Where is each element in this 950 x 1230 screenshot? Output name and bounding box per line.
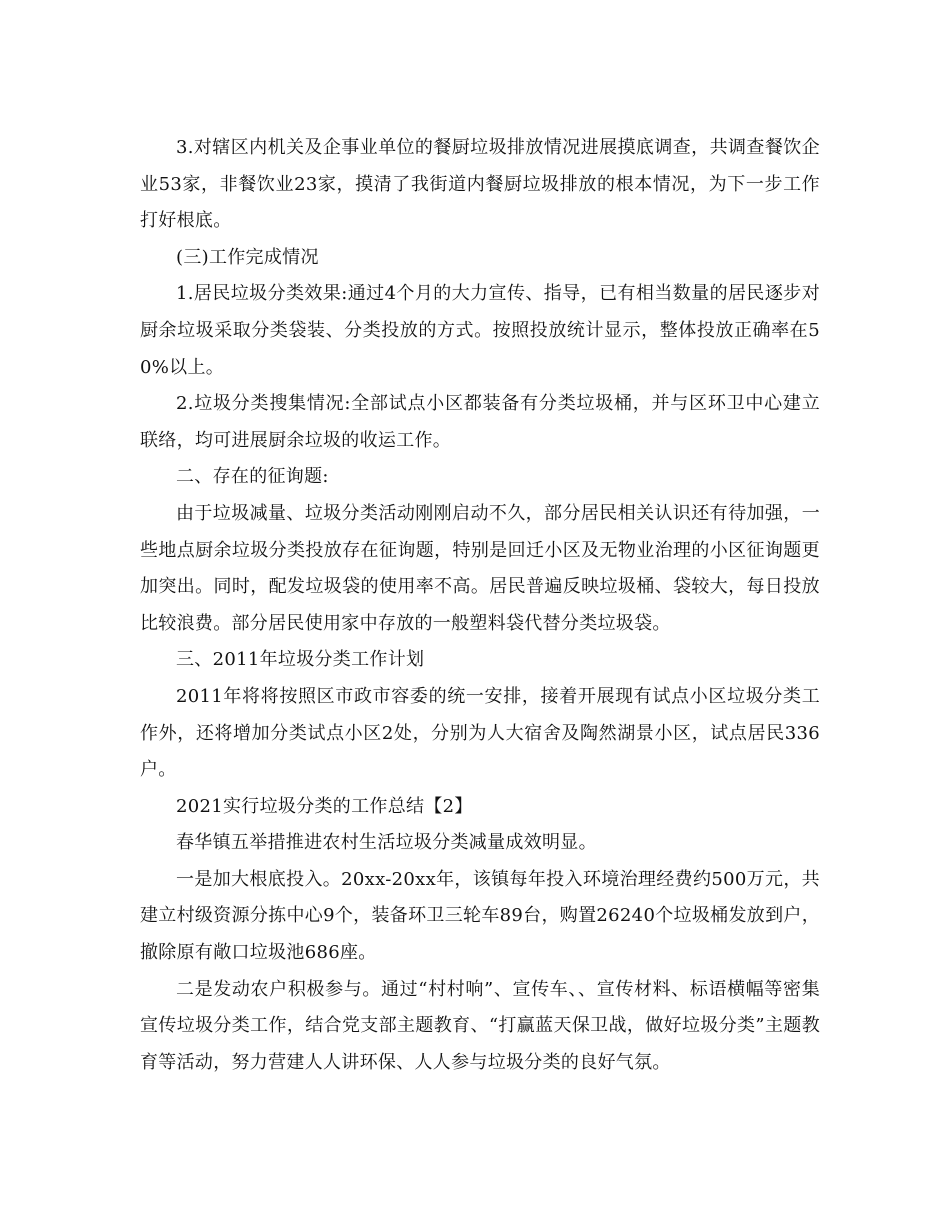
heading-2011-plan: 三、2011年垃圾分类工作计划 [176, 649, 425, 671]
paragraph-survey: 3.对辖区内机关及企事业单位的餐厨垃圾排放情况进展摸底调查，共调查餐饮企业53家，非餐饮业23家，摸清了我街道内餐厨垃圾排放的根本情况，为下一步工作打好根底。 [140, 137, 820, 232]
paragraph-2011-plan: 2011年将将按照区市政市容委的统一安排，接着开展现有试点小区垃圾分类工作外，还将增加分类试点小区2处，分别为人大宿舍及陶然湖景小区，试点居民336户。 [140, 685, 820, 781]
heading-work-completion: (三)工作完成情况 [176, 246, 319, 268]
paragraph-problems: 由于垃圾减量、垃圾分类活动刚刚启动不久，部分居民相关认识还有待加强，一些地点厨余垃圾分类投放存在征询题，特别是回迁小区及无物业治理的小区征询题更加突出。同时，配发垃圾袋的使用率不高。居民普遍反映垃圾桶、袋较大，每日投放比较浪费。部分居民使用家中存放的一般塑料袋代替分类垃圾袋。 [140, 502, 820, 634]
paragraph-participation: 二是发动农户积极参与。通过“村村响”、宣传车、、宣传材料、标语横幅等密集宣传垃圾分类工作，结合党支部主题教育、“打赢蓝天保卫战，做好垃圾分类”主题教育等活动，努力营建人人讲环保、人人参与垃圾分类的良好气氛。 [140, 978, 820, 1073]
paragraph-collection: 2.垃圾分类搜集情况:全部试点小区都装备有分类垃圾桶，并与区环卫中心建立联络，均可进展厨余垃圾的收运工作。 [140, 393, 820, 451]
document-body [140, 130, 820, 1081]
paragraph-chunhua: 春华镇五举措推进农村生活垃圾分类减量成效明显。 [176, 832, 597, 854]
heading-summary-2: 2021实行垃圾分类的工作总结【2】 [176, 795, 473, 817]
heading-problems: 二、存在的征询题: [176, 466, 329, 488]
paragraph-investment: 一是加大根底投入。20xx-20xx年，该镇每年投入环境治理经费约500万元，共建立村级资源分拣中心9个，装备环卫三轮车89台，购置26240个垃圾桶发放到户，撤除原有敞口垃圾池686座。 [140, 868, 820, 964]
paragraph-sorting-effect: 1.居民垃圾分类效果:通过4个月的大力宣传、指导，已有相当数量的居民逐步对厨余垃圾采取分类袋装、分类投放的方式。按照投放统计显示，整体投放正确率在50%以上。 [140, 283, 820, 378]
